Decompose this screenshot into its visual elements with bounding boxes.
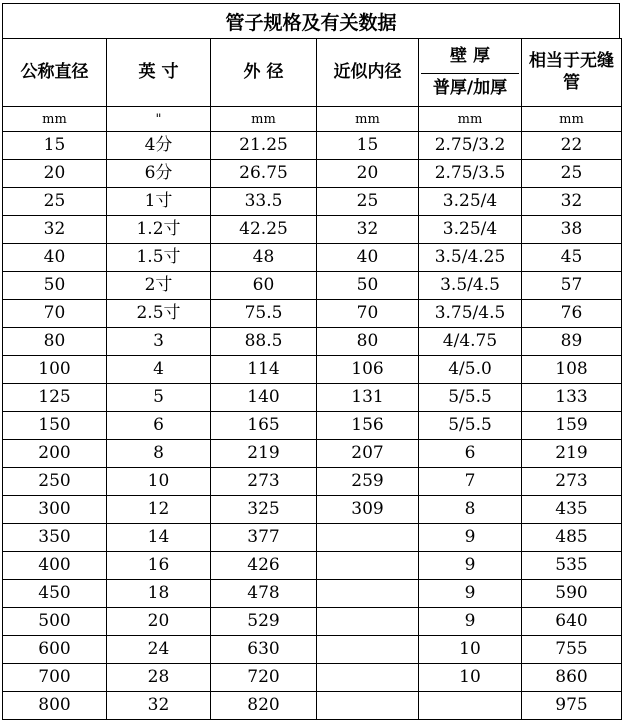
table-cell: 42.25 [211,216,317,244]
table-cell: 207 [317,440,419,468]
header-nominal-diameter: 公称直径 [3,39,107,107]
table-cell: 350 [3,524,107,552]
table-cell: 140 [211,384,317,412]
unit-cell: " [107,107,211,132]
table-row [3,468,622,496]
table-cell: 10 [107,468,211,496]
table-cell: 259 [317,468,419,496]
table-cell [317,636,419,664]
table-cell: 325 [211,496,317,524]
table-cell: 10 [419,636,522,664]
table-cell: 273 [211,468,317,496]
table-cell: 80 [317,328,419,356]
table-cell: 4分 [107,132,211,160]
table-row [3,552,622,580]
table-cell: 26.75 [211,160,317,188]
table-cell: 630 [211,636,317,664]
table-cell [317,608,419,636]
unit-cell: mm [3,107,107,132]
table-cell: 5/5.5 [419,384,522,412]
table-cell: 1.5寸 [107,244,211,272]
table-cell: 48 [211,244,317,272]
header-wall-sub-label: 普厚/加厚 [421,73,519,106]
table-cell: 9 [419,552,522,580]
table-cell: 12 [107,496,211,524]
table-cell: 32 [107,692,211,720]
table-cell: 50 [3,272,107,300]
table-cell: 15 [3,132,107,160]
table-cell: 500 [3,608,107,636]
table-cell: 6 [107,412,211,440]
table-cell: 32 [3,216,107,244]
table-cell: 2.5寸 [107,300,211,328]
table-cell: 25 [522,160,622,188]
table-cell: 75.5 [211,300,317,328]
table-cell [317,664,419,692]
table-cell: 450 [3,580,107,608]
table-cell: 219 [522,440,622,468]
table-cell: 38 [522,216,622,244]
table-cell: 720 [211,664,317,692]
units-row [3,107,622,132]
table-row [3,664,622,692]
table-cell: 156 [317,412,419,440]
table-cell [317,524,419,552]
unit-cell: mm [522,107,622,132]
table-cell: 80 [3,328,107,356]
table-cell: 70 [3,300,107,328]
table-row [3,524,622,552]
table-row [3,608,622,636]
table-cell: 600 [3,636,107,664]
table-cell: 5 [107,384,211,412]
table-cell: 45 [522,244,622,272]
table-cell: 21.25 [211,132,317,160]
table-cell: 1.2寸 [107,216,211,244]
table-cell: 57 [522,272,622,300]
table-cell: 7 [419,468,522,496]
table-cell: 478 [211,580,317,608]
unit-cell: mm [211,107,317,132]
table-cell: 32 [317,216,419,244]
table-cell: 89 [522,328,622,356]
header-wall-subheader [419,73,522,107]
table-cell: 131 [317,384,419,412]
table-cell: 106 [317,356,419,384]
table-cell: 114 [211,356,317,384]
table-cell: 250 [3,468,107,496]
table-row [3,356,622,384]
table-cell: 9 [419,608,522,636]
table-cell: 309 [317,496,419,524]
table-cell: 4/4.75 [419,328,522,356]
table-cell: 10 [419,664,522,692]
table-row [3,496,622,524]
table-cell: 485 [522,524,622,552]
table-cell: 28 [107,664,211,692]
unit-cell: mm [419,107,522,132]
table-cell [317,692,419,720]
table-cell: 800 [3,692,107,720]
table-cell: 150 [3,412,107,440]
table-cell: 435 [522,496,622,524]
table-cell: 4 [107,356,211,384]
table-cell: 975 [522,692,622,720]
table-cell [419,692,522,720]
table-cell: 25 [3,188,107,216]
table-row [3,300,622,328]
table-row [3,272,622,300]
table-cell: 33.5 [211,188,317,216]
table-row [3,636,622,664]
table-cell: 15 [317,132,419,160]
table-cell: 70 [317,300,419,328]
table-row [3,328,622,356]
header-seamless-equivalent: 相当于无缝管 [522,39,622,107]
table-cell: 20 [317,160,419,188]
table-cell: 3.5/4.25 [419,244,522,272]
header-inner-diameter: 近似内径 [317,39,419,107]
table-cell: 9 [419,524,522,552]
table-cell: 529 [211,608,317,636]
table-row [3,160,622,188]
table-cell: 3 [107,328,211,356]
table-cell: 108 [522,356,622,384]
table-cell: 755 [522,636,622,664]
table-row [3,188,622,216]
table-cell: 3.5/4.5 [419,272,522,300]
table-cell: 16 [107,552,211,580]
table-cell: 22 [522,132,622,160]
table-row [3,244,622,272]
table-row [3,216,622,244]
table-cell: 820 [211,692,317,720]
table-cell: 200 [3,440,107,468]
header-inch: 英 寸 [107,39,211,107]
table-cell: 32 [522,188,622,216]
table-cell: 125 [3,384,107,412]
table-cell: 14 [107,524,211,552]
table-cell: 700 [3,664,107,692]
table-cell: 2.75/3.5 [419,160,522,188]
table-row [3,384,622,412]
pipe-spec-table [2,38,622,720]
header-outer-diameter: 外 径 [211,39,317,107]
table-cell: 640 [522,608,622,636]
table-cell: 9 [419,580,522,608]
table-cell: 3.75/4.5 [419,300,522,328]
table-cell: 20 [3,160,107,188]
table-cell: 860 [522,664,622,692]
table-cell: 8 [419,496,522,524]
table-cell: 24 [107,636,211,664]
table-cell: 5/5.5 [419,412,522,440]
table-row [3,412,622,440]
table-cell: 60 [211,272,317,300]
table-cell: 25 [317,188,419,216]
table-cell: 1寸 [107,188,211,216]
table-cell: 88.5 [211,328,317,356]
table-row [3,580,622,608]
unit-cell: mm [317,107,419,132]
table-cell: 165 [211,412,317,440]
table-cell: 40 [3,244,107,272]
table-row [3,692,622,720]
table-cell: 20 [107,608,211,636]
table-cell [317,552,419,580]
table-cell: 2寸 [107,272,211,300]
table-cell [317,580,419,608]
table-cell: 535 [522,552,622,580]
table-cell: 273 [522,468,622,496]
table-cell: 76 [522,300,622,328]
header-wall-thickness: 壁 厚 [419,39,522,74]
table-cell: 2.75/3.2 [419,132,522,160]
table-cell: 50 [317,272,419,300]
table-cell: 377 [211,524,317,552]
table-row [3,440,622,468]
table-cell: 133 [522,384,622,412]
table-cell: 6 [419,440,522,468]
table-cell: 8 [107,440,211,468]
table-cell: 3.25/4 [419,188,522,216]
table-cell: 400 [3,552,107,580]
header-row [3,39,622,74]
table-cell: 300 [3,496,107,524]
table-title: 管子规格及有关数据 [2,3,620,39]
table-cell: 3.25/4 [419,216,522,244]
table-cell: 219 [211,440,317,468]
table-cell: 426 [211,552,317,580]
table-cell: 100 [3,356,107,384]
table-cell: 6分 [107,160,211,188]
table-cell: 18 [107,580,211,608]
table-row [3,132,622,160]
table-cell: 159 [522,412,622,440]
table-cell: 4/5.0 [419,356,522,384]
table-cell: 590 [522,580,622,608]
table-cell: 40 [317,244,419,272]
